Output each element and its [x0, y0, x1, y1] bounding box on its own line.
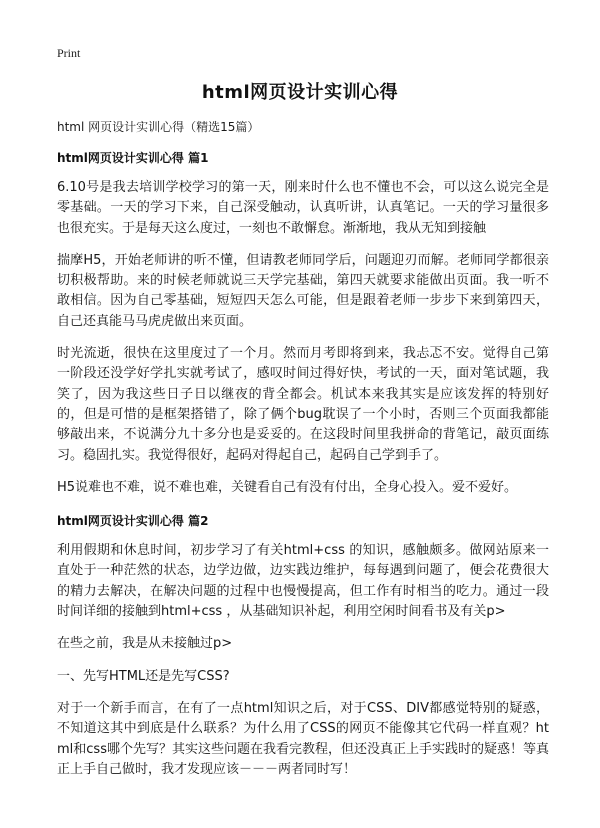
paragraph: 一、先写HTML还是先写CSS?	[57, 668, 230, 684]
section-1	[57, 149, 549, 498]
paragraph: 对于一个新手而言，在有了一点html知识之后，对于CSS、DIV都感觉特别的疑惑，不知道这其中到底是什么联系？为什么用了CSS的网页不能像其它代码一样直观？html和css哪个先写？其实这些问题在我看完教程，但还没真正上手实践时的疑惑！等真正上手自己做时，我才发现应该－－－两者同时写！	[57, 700, 549, 777]
print-link[interactable]: Print	[57, 46, 81, 60]
paragraph: 利用假期和休息时间，初步学习了有关html+css 的知识，感触颇多。做网站原来一直处于一种茫然的状态，边学边做，边实践边维护，每每遇到问题了，便会花费很大的精力去解决，在解决问题的过程中也慢慢提高，但工作有时相当的吃力。通过一段时间详细的接触到html+css ，从基础知识补起，利用空闲时间看书及有关p>	[57, 543, 549, 620]
section-heading: html网页设计实训心得 篇2	[57, 514, 209, 529]
paragraph: 6.10号是我去培训学校学习的第一天，刚来时什么也不懂也不会，可以这么说完全是零基础。一天的学习下来，自己深受触动，认真听讲，认真笔记。一天的学习量很多也很充实。于是每天这么度过，一刻也不敢懈怠。渐渐地，我从无知到接触	[57, 180, 549, 236]
paragraph: 时光流逝，很快在这里度过了一个月。然而月考即将到来，我忐忑不安。觉得自己第一阶段还没学好学扎实就考试了，感叹时间过得好快，考试的一天，面对笔试题，我笑了，因为我这些日子日以继夜的背全都会。机试本来我其实是应该发挥的特别好的，但是可惜的是框架搭错了，除了俩个bug耽误了一个小时，否则三个页面我都能够敲出来，不说满分九十多分也是妥妥的。在这段时间里我拼命的背笔记，敲页面练习。稳固扎实。我觉得很好，起码对得起自己，起码自己学到手了。	[57, 346, 549, 463]
paragraph: 揣摩H5，开始老师讲的听不懂，但请教老师同学后，问题迎刃而解。老师同学都很亲切积极帮助。来的时候老师就说三天学完基础，第四天就要求能做出页面。我一听不敢相信。因为自己零基础，短短四天怎么可能，但是跟着老师一步步下来到第四天，自己还真能马马虎虎做出来页面。	[57, 252, 549, 329]
article-subtitle: html 网页设计实训心得（精选15篇）	[57, 120, 260, 134]
paragraph: 在些之前，我是从未接触过p>	[57, 636, 233, 652]
article-body	[57, 118, 549, 792]
page-title: html网页设计实训心得	[201, 82, 399, 103]
paragraph: H5说难也不难，说不难也难，关键看自己有没有付出，全身心投入。爱不爱好。	[57, 479, 518, 495]
section-heading: html网页设计实训心得 篇1	[57, 151, 209, 165]
section-2	[57, 512, 549, 780]
